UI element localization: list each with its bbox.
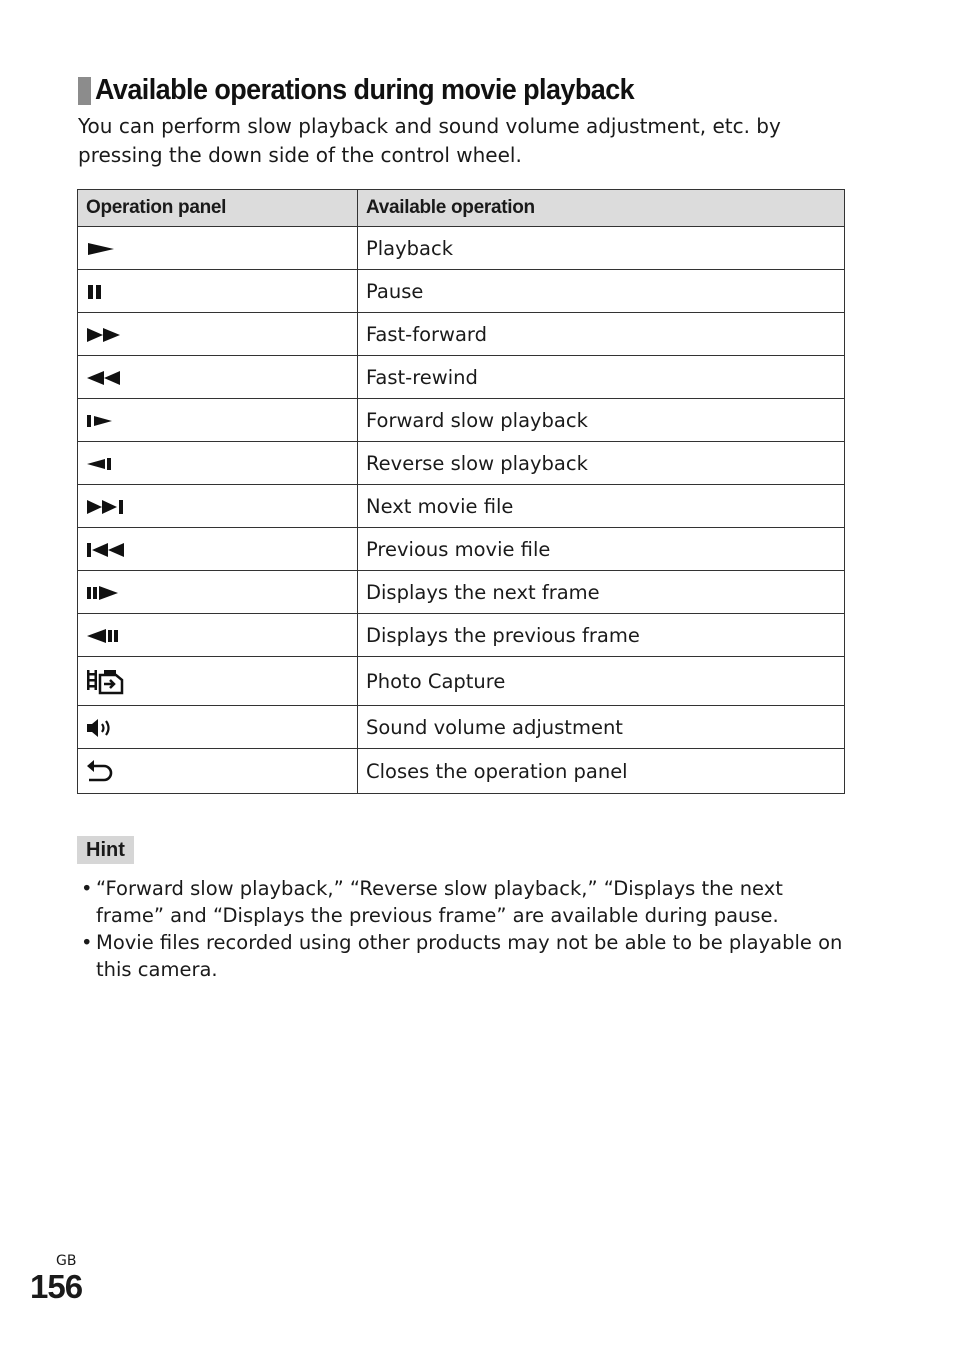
icon-cell xyxy=(78,528,358,571)
table-row xyxy=(78,614,845,657)
operation-cell: Sound volume adjustment xyxy=(358,706,845,749)
operation-cell: Displays the next frame xyxy=(358,571,845,614)
table-header-row xyxy=(78,190,845,227)
icon-cell xyxy=(78,399,358,442)
operation-cell: Closes the operation panel xyxy=(358,749,845,794)
reverse-slow-icon xyxy=(86,456,114,472)
icon-cell xyxy=(78,313,358,356)
table-row xyxy=(78,356,845,399)
icon-cell xyxy=(78,442,358,485)
list-item: • “Forward slow playback,” “Reverse slow playback,” “Displays the next frame” and “Displays the previous frame” are available during pause. xyxy=(78,875,848,929)
operation-cell: Fast-forward xyxy=(358,313,845,356)
icon-cell xyxy=(78,571,358,614)
intro-paragraph: You can perform slow playback and sound volume adjustment, etc. by pressing the down side of the control wheel. xyxy=(78,114,781,167)
fast-rewind-icon xyxy=(86,370,122,386)
previous-frame-icon xyxy=(86,628,120,644)
speaker-icon xyxy=(86,718,114,738)
fast-forward-icon xyxy=(86,327,122,343)
table-row xyxy=(78,227,845,270)
page-number: 156 xyxy=(30,1268,83,1305)
page-title: Available operations during movie playback xyxy=(95,74,635,106)
operation-cell: Reverse slow playback xyxy=(358,442,845,485)
operation-cell: Displays the previous frame xyxy=(358,614,845,657)
icon-cell xyxy=(78,657,358,706)
icon-cell xyxy=(78,227,358,270)
header-operation-panel: Operation panel xyxy=(78,190,358,227)
table-row xyxy=(78,706,845,749)
icon-cell xyxy=(78,356,358,399)
operations-table xyxy=(77,189,845,794)
table-row xyxy=(78,270,845,313)
operation-cell: Photo Capture xyxy=(358,657,845,706)
hint-list xyxy=(78,875,848,983)
operation-cell: Fast-rewind xyxy=(358,356,845,399)
icon-cell xyxy=(78,270,358,313)
operation-cell: Next movie file xyxy=(358,485,845,528)
pause-icon xyxy=(86,284,106,300)
header-available-operation: Available operation xyxy=(358,190,845,227)
table-row xyxy=(78,313,845,356)
operation-cell: Forward slow playback xyxy=(358,399,845,442)
next-file-icon xyxy=(86,499,126,515)
photo-capture-icon xyxy=(86,667,126,695)
icon-cell xyxy=(78,749,358,794)
list-item: • Movie files recorded using other products may not be able to be playable on this camera. xyxy=(78,929,848,983)
section-heading xyxy=(78,74,675,107)
table-row xyxy=(78,399,845,442)
hint-label: Hint xyxy=(77,836,134,864)
table-row xyxy=(78,485,845,528)
play-icon xyxy=(86,241,116,257)
previous-file-icon xyxy=(86,542,126,558)
table-row xyxy=(78,528,845,571)
icon-cell xyxy=(78,706,358,749)
language-code: GB xyxy=(56,1253,77,1269)
heading-marker xyxy=(78,77,91,105)
forward-slow-icon xyxy=(86,413,114,429)
operation-cell: Pause xyxy=(358,270,845,313)
next-frame-icon xyxy=(86,585,120,601)
icon-cell xyxy=(78,485,358,528)
operation-cell: Playback xyxy=(358,227,845,270)
table-row xyxy=(78,571,845,614)
table-row xyxy=(78,749,845,794)
return-icon xyxy=(86,759,114,783)
table-row xyxy=(78,657,845,706)
operation-cell: Previous movie file xyxy=(358,528,845,571)
table-row xyxy=(78,442,845,485)
icon-cell xyxy=(78,614,358,657)
